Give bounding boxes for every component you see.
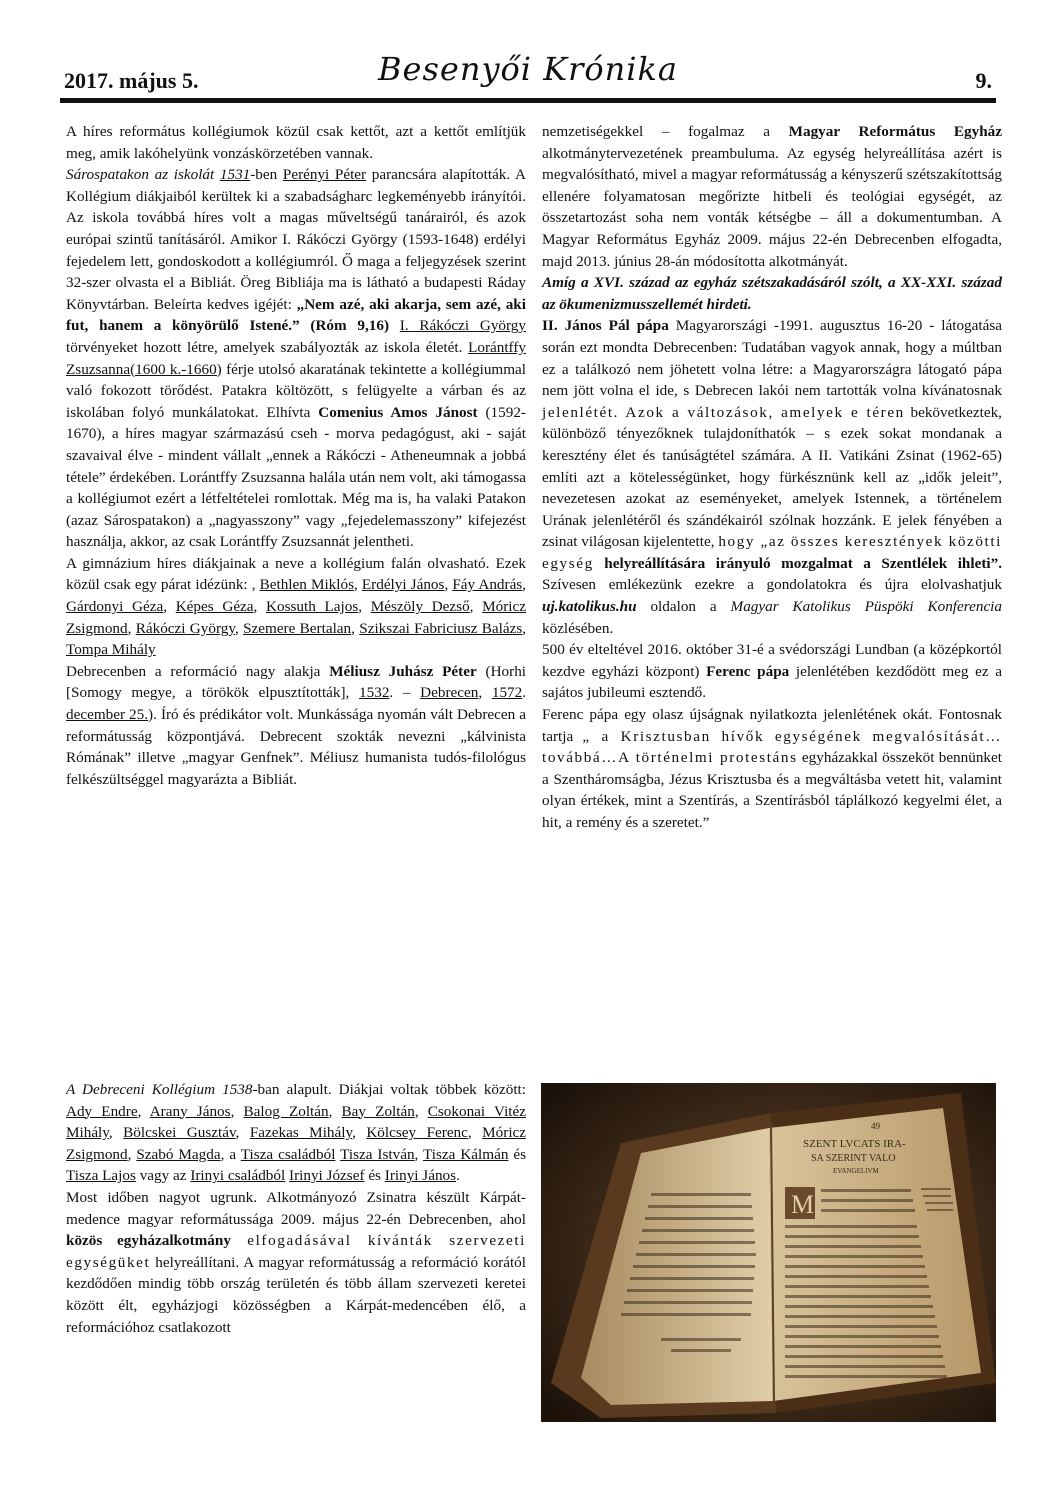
link-student[interactable]: Kossuth Lajos <box>266 598 359 616</box>
paragraph-lund <box>542 639 1002 704</box>
text-spaced: elfogadásával kívánták szervezeti egységüket <box>66 1232 526 1271</box>
link-student[interactable]: Szabó Magda <box>136 1145 221 1163</box>
link-student[interactable]: Irinyi János <box>384 1167 457 1185</box>
page-header <box>60 46 996 98</box>
text: Debrecenben a reformáció nagy alakja <box>66 662 330 680</box>
text-italic: A Debreceni Kollégium 1538 <box>66 1081 253 1098</box>
text-spaced: jelenlétét. Azok a változások, amelyek e téren <box>542 403 905 421</box>
photo-heading-line2: SA SZERINT VALO <box>811 1153 896 1164</box>
photo-page-number: 49 <box>871 1121 880 1131</box>
newspaper-title: Besenyői Krónika <box>378 50 678 88</box>
paragraph-famous-students: A gimnázium híres diákjainak a neve a kollégium falán olvasható. Ezek közül csak egy párat idézünk: , Bethlen Miklós, Erdélyi János, Fáy András, Gárdonyi Géza, Képes Géza, Kossuth Lajos, Mészöly Dezső, Móricz Zsigmond, Rákóczi György, Szemere Bertalan, Szikszai Fabriciusz Balázs, Tompa Mihály <box>66 554 527 659</box>
link-student[interactable]: Szikszai Fabriciusz Balázs <box>359 619 523 637</box>
text: , <box>478 684 492 702</box>
link-student[interactable]: Móricz Zsigmond <box>66 1124 527 1163</box>
photo-heading-line3: EVANGELIVM <box>833 1167 879 1175</box>
website-link[interactable]: uj.katolikus.hu <box>542 598 637 616</box>
text: vagy az <box>135 1167 191 1185</box>
issue-date: 2017. május 5. <box>64 68 199 93</box>
link-year-1531[interactable]: 1531 <box>219 166 251 184</box>
text-italic: Sárospatakon az iskolát <box>66 166 220 184</box>
text: bekövetkeztek, különböző tényezőknek tulajdoníthatók – s ezek sokat mondanak a keresztény élet és tanúságtétel számára. A II. Vatikáni Zsinat (1962-65) említi azt a kötelességünket, hogy fürkésznünk kell az „idők jeleit”, nevezetesen azokat az eseményeket, amelyek Istennek, a történelem Urának jelenlétéről és szándékairól szólnak hozzánk. E jelek fényében a zsinat világosan kijelentette, <box>542 403 1002 551</box>
link-student[interactable]: Fáy András <box>452 576 523 594</box>
photo-heading-line1: SZENT LVCATS IRA- <box>803 1138 906 1150</box>
link-student[interactable]: Móricz Zsigmond <box>66 598 527 637</box>
paragraph-sarospatak <box>66 164 526 553</box>
left-column-bottom <box>66 1079 526 1338</box>
paragraph-synod <box>66 1187 526 1338</box>
link-student[interactable]: Bethlen Miklós <box>259 576 354 594</box>
paragraph-debrecen-college: A Debreceni Kollégium 1538-ban alapult. Diákjai voltak többek között: Ady Endre, Arany János, Balog Zoltán, Bay Zoltán, Csokonai Vitéz Mihály, Bölcskei Gusztáv, Fazekas Mihály, Kölcsey Ferenc, Móricz Zsigmond, Szabó Magda, a Tisza családból Tisza István, Tisza Kálmán és Tisza Lajos vagy az Irinyi családból Irinyi József és Irinyi János. <box>66 1081 527 1185</box>
header-rule <box>60 98 996 103</box>
text: Most időben nagyot ugrunk. Alkotmányozó Zsinatra készült Kárpát-medence magyar reformátussága 2009. május 22-én Debrecenben, ahol <box>66 1188 526 1228</box>
link-student[interactable]: Tisza István <box>340 1145 415 1163</box>
paragraph-ecumenism: Amíg a XVI. század az egyház szétszakadásáról szólt, a XX-XXI. század az ökumenizmusszellemét hirdeti. <box>542 274 1002 313</box>
link-student[interactable]: Bay Zoltán <box>341 1102 415 1120</box>
right-column <box>542 121 1002 834</box>
text: egyházakkal összeköt bennünket a Szentháromságba, Jézus Krisztusba és a megváltásba vetett hit, valamint olyan értékek, mint a Szentírás, a Szentírásból táplálkozó kegyelmi élet, a hit, a remény és a szeretet.” <box>542 749 1002 831</box>
name-pope-francis: Ferenc pápa <box>706 662 790 680</box>
org-name: Magyar Katolikus Püspöki Konferencia <box>730 598 1002 616</box>
link-perenyi-peter[interactable]: Perényi Péter <box>282 166 367 184</box>
bible-quote: „Nem azé, aki akarja, sem azé, aki fut, hanem a könyörülő Istené.” (Róm 9,16) <box>66 295 526 335</box>
link-student[interactable]: Csokonai Vitéz Mihály <box>66 1102 526 1142</box>
link-student[interactable]: Tisza Lajos <box>66 1167 136 1185</box>
link-student[interactable]: Mészöly Dezső <box>370 598 470 616</box>
text: és <box>508 1145 527 1163</box>
link-student[interactable]: Erdélyi János <box>361 576 445 594</box>
link-student[interactable]: Bölcskei Gusztáv <box>123 1124 236 1142</box>
link-rakoczi-gyorgy[interactable]: I. Rákóczi György <box>399 317 526 335</box>
text: , a <box>220 1145 241 1163</box>
link-student[interactable]: Rákóczi György <box>135 619 235 637</box>
link-student[interactable]: Ady Endre <box>66 1102 138 1120</box>
text: parancsára alapították. A Kollégium diákjaiból kerültek ki a szabadságharc legkeményebb irányítói. Az iskola továbbá híres volt a magas műveltségű tanárairól, és azok európai szintű tanításáról. Amikor I. Rákóczi György (1593-1648) erdélyi fejedelem lett, gondoskodott a kollégiumról. Ő maga a feljegyzések szerint 32-szer olvasta el a Bibliát. Öreg Bibliája ma is látható a budapesti Ráday Könyvtárban. Beleírta kedves igéjét: <box>66 166 526 313</box>
page-number: 9. <box>975 68 992 93</box>
link-student[interactable]: Képes Géza <box>175 598 254 616</box>
text <box>389 317 400 334</box>
paragraph-francis-quote <box>542 704 1002 834</box>
text: 500 év elteltével 2016. október 31-é a svédországi Lundban (a középkortól kezdve egyházi központ) <box>542 641 1002 680</box>
text: . – <box>389 684 421 702</box>
name-john-paul: II. János Pál pápa <box>542 317 669 335</box>
link-tisza-family[interactable]: Tisza családból <box>240 1145 336 1163</box>
link-student[interactable]: Fazekas Mihály <box>249 1124 353 1142</box>
text: Magyarországi -1991. augusztus 16-20 - látogatása során ezt mondta Debrecenben: Tudatában vagyok annak, hogy a múltban ez a találkozó nem jöhetett volna létre: a Magyarországra látogató pápa nem jött volna el ide, s Debrecen lakói nem tartották volna kívánatosnak <box>542 317 1002 400</box>
bible-illustration <box>541 1083 996 1422</box>
text: . <box>456 1167 460 1185</box>
quote-holy-spirit: helyreállítására irányuló mozgalmat a Szentlélek ihleti”. <box>604 554 1002 572</box>
link-student[interactable]: Szemere Bertalan <box>243 619 352 637</box>
link-debrecen[interactable]: Debrecen <box>420 684 479 702</box>
text: A gimnázium híres diákjainak a neve a kollégium falán olvasható. Ezek közül csak egy párat idézünk: , <box>66 554 526 594</box>
link-date[interactable]: december 25. <box>66 706 149 724</box>
link-lorantffy[interactable]: Lorántffy Zsuzsanna(1600 k.-1660) <box>66 338 526 378</box>
link-student[interactable]: Gárdonyi Géza <box>66 598 164 616</box>
text: közlésében. <box>542 619 614 637</box>
text: és <box>364 1167 385 1185</box>
text: férje utolsó akaratának tekintette a kollégiummal való fokozott törődést. Patakra költözött, s felügyelte a várban és az iskolában folyó munkálatokat. Elhívta <box>66 360 526 421</box>
name-meliusz: Méliusz Juhász Péter <box>329 662 477 680</box>
text: -ben <box>250 166 283 184</box>
text-spaced: hogy „az összes keresztények közötti egység <box>542 533 1003 572</box>
text-spaced: „ a Krisztusban hívők egységének megvalósítását…továbbá…A történelmi protestáns <box>542 727 1003 767</box>
name-comenius: Comenius Amos Jánost <box>318 403 478 421</box>
text: Szívesen emlékezünk ezekre a gondolatokra és újra elolvashatjuk <box>542 576 1002 594</box>
paragraph-john-paul <box>542 315 1002 639</box>
text: nemzetiségekkel – fogalmaz a <box>542 123 789 140</box>
paragraph-preamble <box>542 121 1002 272</box>
text: jelenlétében kezdődött meg ez a sajátos jubileumi esztendő. <box>542 662 1003 702</box>
link-student[interactable]: Irinyi József <box>289 1167 365 1185</box>
text: alkotmánytervezetének preambuluma. Az egység helyreállítása azért is megvalósítható, mivel a magyar reformátusság a kényszerű szétszakítottság ellenére folyamatosan megőrizte hitbeli és teológiai egységét, az összetartozást soha nem vonták kétségbe – áll a dokumentumban. A Magyar Református Egyház 2009. május 22-én Debrecenben elfogadta, majd 2013. június 28-án módosította alkotmányát. <box>542 144 1002 270</box>
text <box>594 555 605 572</box>
link-year[interactable]: 1572 <box>491 684 523 702</box>
link-year[interactable]: 1532 <box>359 684 390 702</box>
bible-photo <box>541 1083 996 1422</box>
text: helyreállítani. A magyar reformátusság a reformáció korától kezdődően mindig több ország területén és több állam szervezeti keretei között élt, egyházjogi közösségben a Kárpát-medencében élő, a reformációhoz csatlakozott <box>66 1253 526 1336</box>
link-student[interactable]: Tisza Kálmán <box>423 1145 509 1163</box>
text: törvényeket hozott létre, amelyek szabályozták az iskola életét. <box>66 338 469 356</box>
link-student[interactable]: Tompa Mihály <box>66 641 156 659</box>
text: ). Író és prédikátor volt. Munkássága nyomán vált Debrecen a reformátusság központjává. Debrecent szokták nevezni „kálvinista Rómának” illetve „magyar Genfnek”. Méliusz humanista tudós-filológus felkészültséggel magyarázta a Bibliát. <box>66 706 526 788</box>
left-column <box>66 121 526 790</box>
link-student[interactable]: Kölcsey Ferenc <box>366 1124 468 1142</box>
term-church: Magyar Református Egyház <box>788 123 1002 140</box>
text: Ferenc pápa egy olasz újságnak nyilatkozta jelenlétének okát. Fontosnak tartja <box>542 706 1002 745</box>
link-student[interactable]: Arany János <box>149 1102 231 1120</box>
text: (1592-1670), a híres magyar származású cseh - morva pedagógust, aki - saját szavaival élve - mindent vállalt „ennek a Rákóczi - Atheneumnak a jobbá tétele” érdekében. Lorántffy Zsuzsanna halála után nem volt, aki támogassa a kollégiumot ezért a létfeltételei romlottak. Még ma is, ha valaki Patakon (azaz Sárospatakon) a „nagyasszony” vagy „fejedelemasszony” kifejezést használja, akkor, az csak Lorántffy Zsuzsannát jelentheti. <box>66 403 526 551</box>
link-irinyi-family[interactable]: Irinyi családból <box>190 1167 286 1185</box>
term-church-constitution: közös egyházalkotmány <box>66 1232 231 1250</box>
text: . <box>522 684 527 702</box>
paragraph-meliusz <box>66 661 526 791</box>
text: (Horhi [Somogy megye, a törökök elpusztították], <box>66 662 527 702</box>
paragraph-intro: A híres református kollégiumok közül csak kettőt, azt a kettőt említjük meg, amik lakóhelyünk vonzáskörzetében vannak. <box>66 123 526 162</box>
text: -ban alapult. Diákjai voltak többek között: <box>252 1081 526 1098</box>
link-student[interactable]: Balog Zoltán <box>243 1102 329 1120</box>
drop-cap: M <box>791 1190 815 1219</box>
text: oldalon a <box>636 598 731 616</box>
